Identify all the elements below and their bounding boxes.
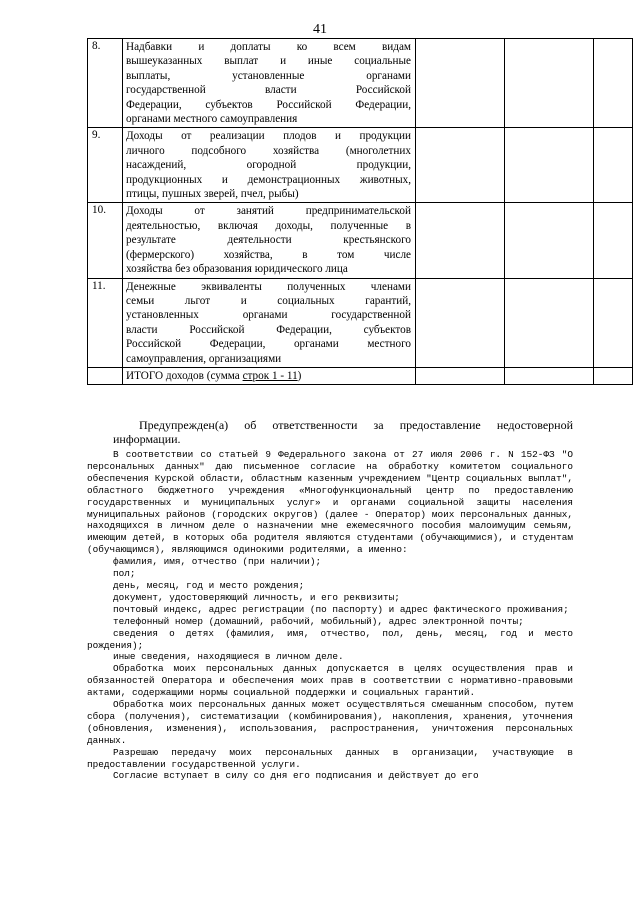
total-amount-cell[interactable]: [505, 367, 594, 384]
amount-cell[interactable]: [594, 128, 633, 203]
consent-paragraph: Обработка моих персональных данных может осуществляться смешанным способом, путем сбора (получения), систематизации (комбинирования), накопления, хранения, уточнения (обновления, изменения), использования, распространения, уничтожения персональных данных.: [87, 699, 573, 746]
consent-list-item: день, месяц, год и место рождения;: [113, 579, 305, 591]
description-line: выплаты, установленные органами: [126, 69, 411, 82]
row-description: [123, 278, 416, 367]
amount-cell[interactable]: [505, 128, 594, 203]
consent-paragraph: Разрешаю передачу моих персональных данных в организации, участвующие в предоставлении государственной услуги.: [87, 746, 573, 770]
total-row: [88, 367, 633, 384]
liability-warning: Предупрежден(а) об ответственности за предоставление недостоверной информации.: [113, 418, 573, 446]
description-line: вышеуказанных выплат и иные социальные: [126, 55, 411, 68]
personal-data-consent: [87, 449, 573, 782]
table-row: [88, 278, 633, 367]
description-line: органами местного самоуправления: [126, 113, 298, 126]
description-line: Надбавки и доплаты ко всем видам: [126, 41, 411, 53]
consent-list-item: почтовый индекс, адрес регистрации (по паспорту) и адрес фактического проживания;: [113, 603, 569, 615]
total-label: ИТОГО доходов (сумма строк 1 - 11): [123, 367, 416, 384]
total-amount-cell[interactable]: [594, 367, 633, 384]
rows-range-link[interactable]: строк 1 - 11: [242, 369, 298, 382]
consent-list-item: фамилия, имя, отчество (при наличии);: [113, 556, 322, 568]
description-line: Денежные эквиваленты полученных членами: [126, 280, 411, 293]
description-line: насаждений, огородной продукции,: [126, 159, 411, 172]
consent-list-item: пол;: [113, 568, 136, 580]
amount-cell[interactable]: [505, 203, 594, 278]
consent-paragraph: Обработка моих персональных данных допускается в целях осуществления прав и обязанностей Оператора и обеспечения моих прав в соответствии с нормативно-правовыми актами, содержащими нормы социальной поддержки и социальных гарантий.: [87, 663, 573, 699]
amount-cell[interactable]: [416, 39, 505, 128]
row-description: [123, 39, 416, 128]
description-line: птицы, пушных зверей, пчел, рыбы): [126, 188, 299, 201]
description-line: самоуправления, организациями: [126, 352, 282, 365]
total-amount-cell[interactable]: [416, 367, 505, 384]
consent-list-item: документ, удостоверяющий личность, и его реквизиты;: [113, 591, 400, 603]
description-line: (фермерского) хозяйства, в том числе: [126, 248, 411, 261]
description-line: Федерации, субъектов Российской Федерации,: [126, 98, 411, 111]
row-number: [88, 367, 123, 384]
amount-cell[interactable]: [416, 278, 505, 367]
description-line: государственной власти Российской: [126, 84, 411, 97]
amount-cell[interactable]: [594, 203, 633, 278]
page-number: 41: [313, 22, 327, 37]
income-table: [87, 38, 633, 385]
consent-paragraph: В соответствии со статьей 9 Федерального закона от 27 июля 2006 г. N 152-ФЗ "О персональных данных" даю письменное согласие на обработку комитетом социального обеспечения Курской области, областным казенным учреждением "Центр социальных выплат", областного бюджетного учреждения «Многофункциональный центр по предоставлению государственных и муниципальных услуг» и органами социальной защиты населения муниципальных районов (городских округов) (далее - Оператор) моих персональных данных, находящихся в личном деле о назначении мне ежемесячного пособия малоимущим семьям, имеющим детей, в которых оба родителя являются студентами (обучающимися), и студентам (обучающимся), являющимся одинокими родителями, а именно:: [87, 449, 573, 556]
amount-cell[interactable]: [594, 39, 633, 128]
row-number: 9.: [88, 128, 123, 203]
description-line: деятельностью, включая доходы, полученные в: [126, 219, 411, 232]
row-description: [123, 203, 416, 278]
row-number: 11.: [88, 278, 123, 367]
amount-cell[interactable]: [505, 39, 594, 128]
table-row: [88, 128, 633, 203]
amount-cell[interactable]: [416, 203, 505, 278]
consent-list-item: иные сведения, находящиеся в личном деле.: [113, 651, 344, 663]
description-line: результате деятельности крестьянского: [126, 234, 411, 247]
description-line: семьи льгот и социальных гарантий,: [126, 294, 411, 307]
amount-cell[interactable]: [505, 278, 594, 367]
description-line: Российской Федерации, органами местного: [126, 338, 411, 351]
amount-cell[interactable]: [594, 278, 633, 367]
consent-list-item: телефонный номер (домашний, рабочий, мобильный), адрес электронной почты;: [113, 615, 524, 627]
row-number: 10.: [88, 203, 123, 278]
table-row: [88, 39, 633, 128]
consent-list-item: сведения о детях (фамилия, имя, отчество, пол, день, месяц, год и место рождения);: [87, 627, 573, 651]
description-line: установленных органами государственной: [126, 309, 411, 322]
row-description: [123, 128, 416, 203]
amount-cell[interactable]: [416, 128, 505, 203]
description-line: Доходы от занятий предпринимательской: [126, 205, 411, 218]
description-line: власти Российской Федерации, субъектов: [126, 323, 411, 336]
description-line: Доходы от реализации плодов и продукции: [126, 130, 411, 143]
row-number: 8.: [88, 39, 123, 128]
description-line: личного подсобного хозяйства (многолетних: [126, 144, 411, 157]
table-row: [88, 203, 633, 278]
description-line: хозяйства без образования юридического лица: [126, 263, 348, 276]
consent-paragraph: Согласие вступает в силу со дня его подписания и действует до его: [113, 770, 479, 782]
description-line: продукционных и демонстрационных животных,: [126, 173, 411, 186]
